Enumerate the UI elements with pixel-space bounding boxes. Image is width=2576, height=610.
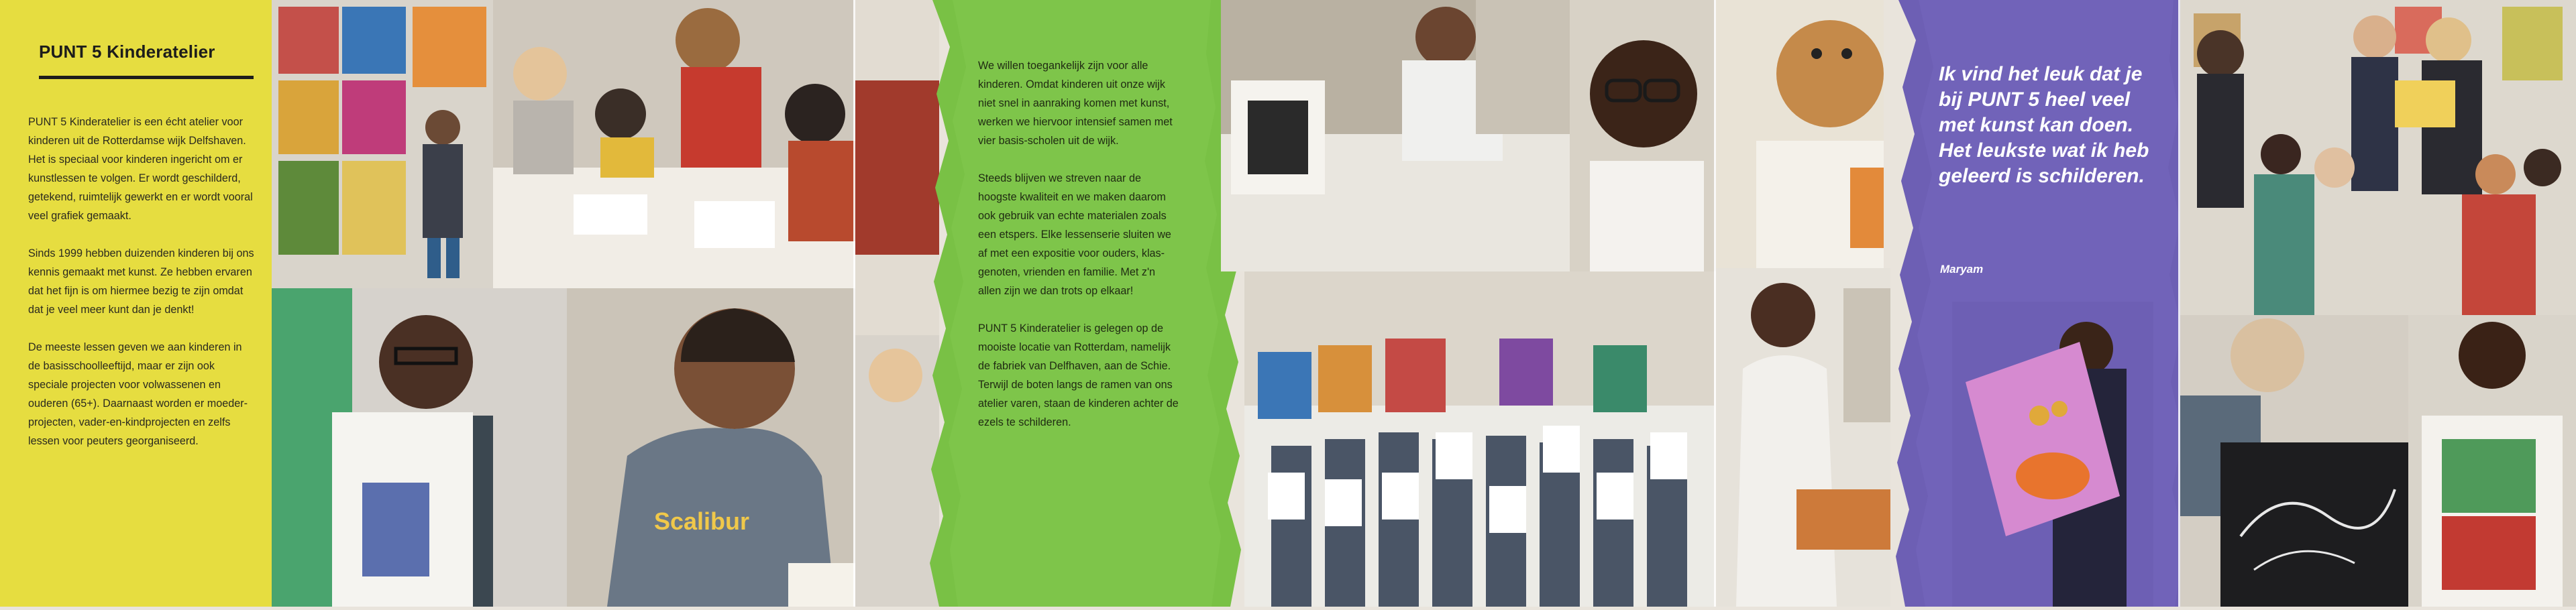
photo-group-with-prints [1244,271,1714,607]
photo-girl-painting [1716,268,1890,607]
photo-boy-with-portraits [272,0,493,288]
green-paragraph: Steeds blijven we streven naar de hoogste kwaliteit en we maken daarom ook gebruik van echte materialen zoals een etspers. Elke lessenserie sluiten we af met een expositie voor ouders, klas-genoten, vrienden en familie. Met z'n allen zijn we dan trots op elkaar! [978,172,1171,297]
photo-boy-with-print [272,288,567,607]
photo-children-drawing-table [493,0,869,288]
photo-teacher-with-children [2180,0,2576,315]
green-paragraph: We willen toegankelijk zijn voor alle kinderen. Omdat kinderen uit onze wijk niet snel in aanraking komen met kunst, werken we hiervoor intensief samen met vier basis-scholen uit de wijk. [978,60,1173,147]
green-text [978,56,1179,450]
photo-boy-etching-print [1221,0,1570,271]
intro-paragraph: Sinds 1999 hebben duizenden kinderen bij ons kennis gemaakt met kunst. Ze hebben ervaren dat het fijn is om hiermee bezig te zijn omdat dat je veel meer kunt dan je denkt! [28,247,254,316]
intro-paragraph: PUNT 5 Kinderatelier is een écht atelier voor kinderen uit de Rotterdamse wijk Delfshaven. Het is speciaal voor kinderen ingericht om er kunstlessen te volgen. Er wordt geschilderd, getekend, ruimtelijk gewerkt en er wordt vooral veel grafiek gemaakt. [28,116,253,222]
quote-author: Maryam [1940,263,1984,276]
title-underline [39,76,254,79]
intro-text [28,113,256,469]
page-fold [853,0,855,607]
intro-paragraph: De meeste lessen geven we aan kinderen in de basisschoolleeftijd, maar er zijn ook speciale projecten voor volwassenen en ouderen (65+). Daarnaast worden er moeder-projecten, vader-en-kindprojecten en zelfs lessen voor peuters georganiseerd. [28,341,248,447]
photo-boy-glasses-closeup [1570,0,1717,271]
page-title: PUNT 5 Kinderatelier [39,42,215,62]
photo-girl-with-print [2408,315,2576,607]
green-paragraph: PUNT 5 Kinderatelier is gelegen op de mooiste locatie van Rotterdam, namelijk de fabriek van Delfhaven, aan de Schie. Terwijl de boten langs de ramen van ons atelier varen, staan de kinderen achter de ezels te schilderen. [978,322,1179,428]
svg-text:Scalibur: Scalibur [654,507,750,535]
pull-quote: Ik vind het leuk dat je bij PUNT 5 heel veel met kunst kan doen. Het leukste wat ik heb geleerd is schilderen. [1939,63,2149,187]
photo-boy-drawing-black-paper [2180,315,2408,607]
page-fold [2178,0,2180,607]
photo-girl-with-flower-painting [1952,302,2153,607]
photo-boy-painting-portrait [1716,0,1884,268]
photo-boy-drawing-hoodie [567,288,855,607]
